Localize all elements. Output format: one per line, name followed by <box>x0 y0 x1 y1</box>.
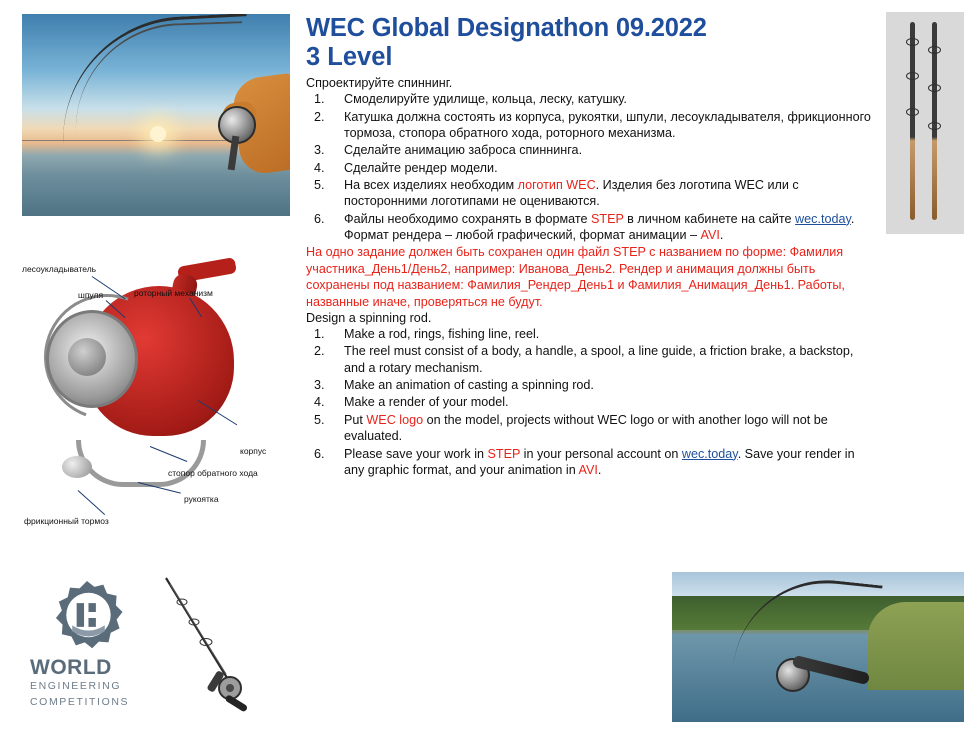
diagram-reel-parts <box>18 250 304 540</box>
en-task-item <box>306 412 872 445</box>
highlight-red-text: AVI <box>578 462 598 477</box>
text-run: . Формат рендера – любой графический, формат анимации – <box>344 211 855 243</box>
callout-friction-brake: фрикционный тормоз <box>24 516 109 526</box>
logo-word-engineering: ENGINEERING <box>30 680 122 692</box>
rod-guide-ring <box>928 84 941 92</box>
list-number: 3. <box>314 143 325 158</box>
en-intro: Design a spinning rod. <box>306 310 432 325</box>
text-run: Make a render of your model. <box>344 395 509 410</box>
en-task-item <box>306 343 872 376</box>
photo-fishing-rod-sunset <box>22 14 290 216</box>
highlight-red-text: WEC logo <box>366 412 424 427</box>
text-run: Make a rod, rings, fishing line, reel. <box>344 326 540 341</box>
text-run: Сделайте анимацию заброса спиннинга. <box>344 143 583 158</box>
text-run: Please save your work in <box>344 446 488 461</box>
en-task-list <box>306 326 872 478</box>
text-run: . Изделия без логотипа WEC или с посторонними логотипами не оцениваются. <box>344 178 799 209</box>
callout-rotary-mechanism: роторный механизм <box>134 288 213 298</box>
list-number: 5. <box>314 178 325 192</box>
text-run: . Save your render in any graphic format, and your animation in <box>344 446 855 477</box>
ru-task-item <box>306 109 872 142</box>
ru-task-list <box>306 91 872 243</box>
callout-leader <box>78 490 105 515</box>
highlight-red-text: логотип WEC <box>517 178 596 192</box>
text-run: Make an animation of casting a spinning rod. <box>344 378 594 393</box>
wec-today-link[interactable]: wec.today <box>795 211 851 226</box>
text-run: . <box>597 462 602 477</box>
list-number: 1. <box>314 92 325 107</box>
reel-handle-knob <box>62 456 92 478</box>
list-number: 2. <box>314 344 325 359</box>
page-subtitle: 3 Level <box>306 42 393 71</box>
reel-handle-arm <box>76 440 206 487</box>
spool-core <box>68 338 106 376</box>
reeds <box>868 602 964 690</box>
rod-guide-ring <box>906 38 919 46</box>
text-run: в личном кабинете на сайте <box>623 211 796 226</box>
list-number: 5. <box>314 412 325 427</box>
ru-task-item <box>306 160 872 176</box>
ru-task-item <box>306 91 872 107</box>
en-task-item <box>306 377 872 393</box>
ru-task-item <box>306 142 872 158</box>
text-run: Катушка должна состоять из корпуса, рукоятки, шпули, лесоукладывателя, фрикционного тормоза, стопора обратного хода, роторного механизма. <box>344 109 871 140</box>
rod-guide-ring <box>928 122 941 130</box>
list-number: 4. <box>314 395 325 410</box>
rod-guide-ring <box>906 72 919 80</box>
logo-word-world: WORLD <box>30 656 112 679</box>
task-text-column <box>306 14 872 479</box>
list-number: 1. <box>314 326 325 341</box>
text-run: Смоделируйте удилище, кольца, леску, катушку. <box>344 92 627 107</box>
callout-spool: шпуля <box>78 290 104 300</box>
highlight-red-text: STEP <box>590 211 624 226</box>
callout-handle: рукоятка <box>184 494 219 504</box>
callout-body: корпус <box>240 446 267 456</box>
text-run: На всех изделиях необходим <box>344 178 518 192</box>
rod-guide-ring <box>906 108 919 116</box>
wec-today-link[interactable]: wec.today <box>681 446 738 461</box>
en-task-item <box>306 394 872 410</box>
rod-guide-ring <box>928 46 941 54</box>
ru-task-item <box>306 211 872 244</box>
text-run: . <box>719 228 724 243</box>
text-run: Сделайте рендер модели. <box>344 160 498 175</box>
text-run: on the model, projects without WEC logo or with another logo will not be evaluated. <box>344 412 828 444</box>
gear-icon <box>50 578 124 652</box>
highlight-red-text: AVI <box>700 228 720 243</box>
photo-telescopic-rod <box>150 570 260 720</box>
telescopic-rod-illustration <box>160 574 256 716</box>
callout-line-guide: лесоукладыватель <box>22 264 97 274</box>
list-number: 2. <box>314 109 325 124</box>
rod-blank-left <box>910 22 915 220</box>
text-run: Файлы необходимо сохранять в формате <box>344 211 591 226</box>
page-title: WEC Global Designathon 09.2022 <box>306 14 707 42</box>
text-run: The reel must consist of a body, a handle, a spool, a line guide, a friction brake, a backstop, and a rotary mechanism. <box>344 344 854 375</box>
logo-word-competitions: COMPETITIONS <box>30 696 130 708</box>
en-task-item <box>306 326 872 342</box>
list-number: 3. <box>314 378 325 393</box>
en-task-item <box>306 446 872 479</box>
photo-river-fishing <box>672 572 964 722</box>
list-number: 6. <box>314 446 325 461</box>
callout-backstop: стопор обратного хода <box>168 468 258 478</box>
list-number: 4. <box>314 160 325 175</box>
ru-intro: Спроектируйте спиннинг. <box>306 76 453 91</box>
text-run: in your personal account on <box>520 446 682 461</box>
photo-rod-blanks <box>886 12 964 234</box>
highlight-red-text: STEP <box>487 446 521 461</box>
list-number: 6. <box>314 211 325 226</box>
ru-task-item <box>306 177 872 210</box>
wec-logo <box>24 578 154 718</box>
text-run: Put <box>344 412 367 427</box>
ru-warning: На одно задание должен быть сохранен один файл STEP с названием по форме: Фамилия участника_День1/День2, например: Иванова_День2. Рендер и анимация должны быть сохранены под названием: Фамилия_Рендер_День1 и Фамилия_Анимация_День1. Работы, названные иначе, проверяться не будут. <box>306 245 845 309</box>
